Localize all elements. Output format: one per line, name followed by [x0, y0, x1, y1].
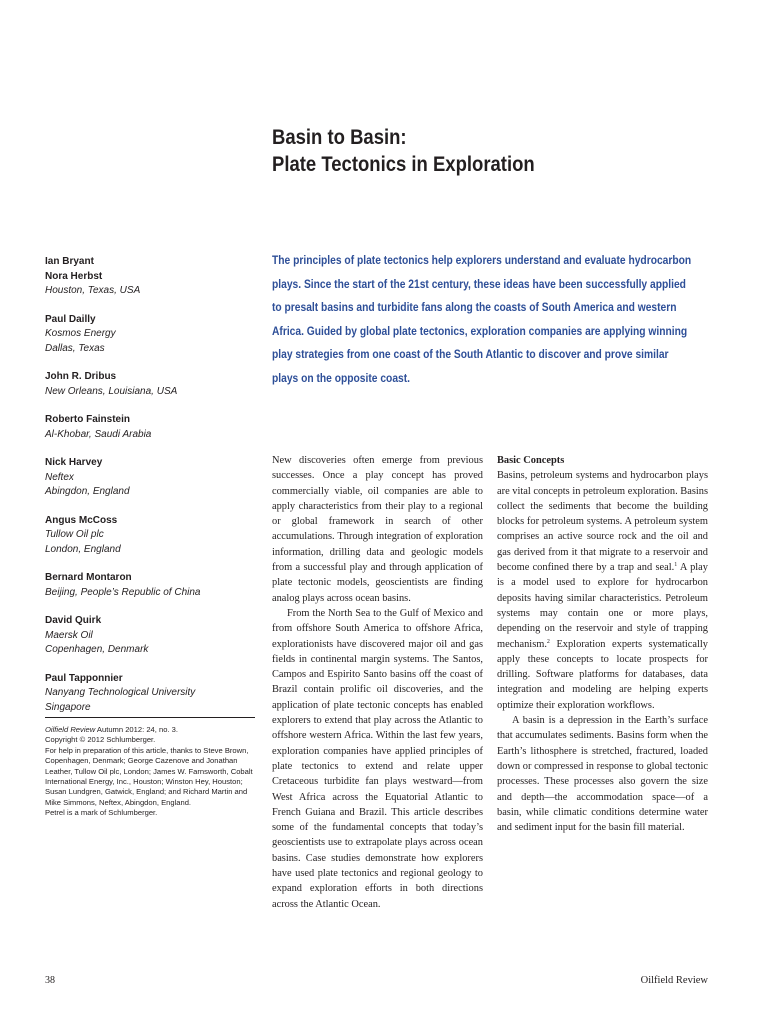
paragraph-text: Exploration experts systematically apply these concepts to locate prospects for drilling. Software platforms for databases, data integration and modeling are helping experts optimize their exploration workflows. [497, 638, 708, 711]
section-heading: Basic Concepts [497, 455, 565, 466]
article-notes [45, 717, 255, 819]
footer-journal-name: Oilfield Review [640, 975, 708, 986]
body-paragraph [497, 468, 708, 713]
author-name: Nick Harvey [45, 457, 103, 468]
author-name: Ian Bryant [45, 256, 94, 267]
author-name: Bernard Montaron [45, 572, 132, 583]
abstract-line: plays. Since the start of the 21st century, these ideas have been successfully applied [272, 276, 686, 291]
author-affiliation: Neftex [45, 471, 74, 483]
author-affiliation: Tullow Oil plc [45, 529, 104, 540]
author-entry [45, 413, 255, 442]
body-column-2 [497, 453, 708, 835]
abstract-line: plays on the opposite coast. [272, 370, 411, 385]
author-affiliation: Houston, Texas, USA [45, 285, 141, 296]
page-number: 38 [45, 975, 55, 986]
author-affiliation: Kosmos Energy [45, 328, 116, 339]
author-entry [45, 255, 255, 299]
author-affiliation: Dallas, Texas [45, 342, 105, 354]
abstract-line: The principles of plate tectonics help explorers understand and evaluate hydrocarbon [272, 253, 692, 267]
abstract [272, 249, 728, 390]
copyright-line: Copyright © 2012 Schlumberger. [45, 735, 156, 745]
author-name: David Quirk [45, 615, 102, 626]
author-name: Angus McCoss [45, 514, 118, 526]
abstract-line: to presalt basins and turbidite fans along the coasts of South America and western [272, 300, 677, 314]
author-entry [45, 672, 255, 716]
author-entry [45, 514, 255, 558]
reference-mark: 2 [546, 638, 550, 645]
trademark-note: Petrel is a mark of Schlumberger. [45, 808, 158, 818]
author-affiliation: Maersk Oil [45, 629, 93, 641]
paragraph-text: Basins, petroleum systems and hydrocarbon plays are vital concepts in petroleum exploration. Basins collect the sediments that become the building blocks for petroleum systems. A petroleum system comprises an active source rock and the oil and gas derived from it that migrate to a reservoir and become confined there by a trap and seal. [497, 470, 708, 574]
issue-line [45, 725, 255, 735]
title-line-2: Plate Tectonics in Exploration [272, 152, 535, 176]
author-entry [45, 370, 255, 399]
body-paragraph: A basin is a depression in the Earth’s surface that accumulates sediments. Basins form when the Earth’s lithosphere is stretched, fractured, loaded down or compressed in response to global tectonic processes. These processes also govern the size and depth—the accommodation space—of a basin, while climatic conditions determine water and sediment input for the basin fill material. [497, 715, 708, 834]
author-entry [45, 571, 255, 600]
author-name: Paul Tapponnier [45, 672, 123, 684]
author-list [45, 255, 255, 729]
author-name: John R. Dribus [45, 371, 117, 382]
issue-info: Autumn 2012: 24, no. 3. [95, 725, 178, 734]
journal-name: Oilfield Review [45, 725, 96, 734]
author-name: Paul Dailly [45, 313, 96, 325]
reference-mark: 1 [674, 562, 678, 569]
author-entry [45, 456, 255, 500]
abstract-line: Africa. Guided by global plate tectonics, exploration companies are applying winning [272, 323, 688, 338]
author-affiliation: Abingdon, England [45, 486, 130, 497]
author-affiliation: Singapore [45, 701, 91, 713]
title-line-1: Basin to Basin: [272, 125, 407, 149]
author-affiliation: Al-Khobar, Saudi Arabia [45, 428, 152, 440]
author-entry [45, 614, 255, 658]
body-column-1 [272, 453, 483, 912]
author-affiliation: Copenhagen, Denmark [45, 644, 149, 655]
body-paragraph: New discoveries often emerge from previous successes. Once a play concept has proved commercially viable, oil companies are able to apply characteristics from their play to a regional or global framework in search of other accumulations. Through integration of exploration information, drilling data and geologic models from a successful play and through application of plate tectonic models, geoscientists are finding analog plays across ocean basins. [272, 455, 483, 604]
abstract-line: play strategies from one coast of the South Atlantic to discover and prove similar [272, 347, 669, 361]
paragraph-text: A play is a model used to explore for hydrocarbon deposits having similar characteristics. Petroleum systems may contain one or more plays, depending on the reservoir and style of trapping mechanism. [497, 562, 708, 650]
author-affiliation: Beijing, People’s Republic of China [45, 586, 201, 598]
acknowledgments: For help in preparation of this article, thanks to Steve Brown, Copenhagen, Denmark; George Cazenove and Jonathan Leather, Tullow Oil plc, London; James W. Farnsworth, Cobalt International Energy, Inc., Houston; Winston Hey, Houston; Susan Lundgren, Gatwick, England; and Richard Martin and Mike Simmons, Neftex, Abingdon, England. [45, 745, 253, 807]
author-affiliation: New Orleans, Louisiana, USA [45, 385, 178, 397]
author-entry [45, 313, 255, 357]
author-affiliation: Nanyang Technological University [45, 687, 196, 698]
author-affiliation: London, England [45, 543, 121, 555]
article-title [272, 124, 676, 178]
author-name: Nora Herbst [45, 270, 103, 282]
author-name: Roberto Fainstein [45, 414, 131, 425]
body-paragraph: From the North Sea to the Gulf of Mexico and from offshore South America to offshore Africa, explorationists have discovered major oil and gas fields in continental margin systems. The Santos, Campos and Espirito Santo basins off the coast of Brazil contain prolific oil discoveries, and the application of plate tectonic concepts has enabled explorers to extend that play across the Atlantic to offshore western Africa. Within the last few years, exploration companies have applied principles of plate tectonics to extend and relate upper Cretaceous turbidite fan plays westward—from West Africa across the Equatorial Atlantic to French Guiana and Brazil. This article describes some of the fundamental concepts that today’s geoscientists use to extrapolate plays across ocean basins. Case studies demonstrate how explorers have used plate tectonics and regional geology to expand exploration efforts in both directions across the Atlantic Ocean. [272, 607, 483, 910]
